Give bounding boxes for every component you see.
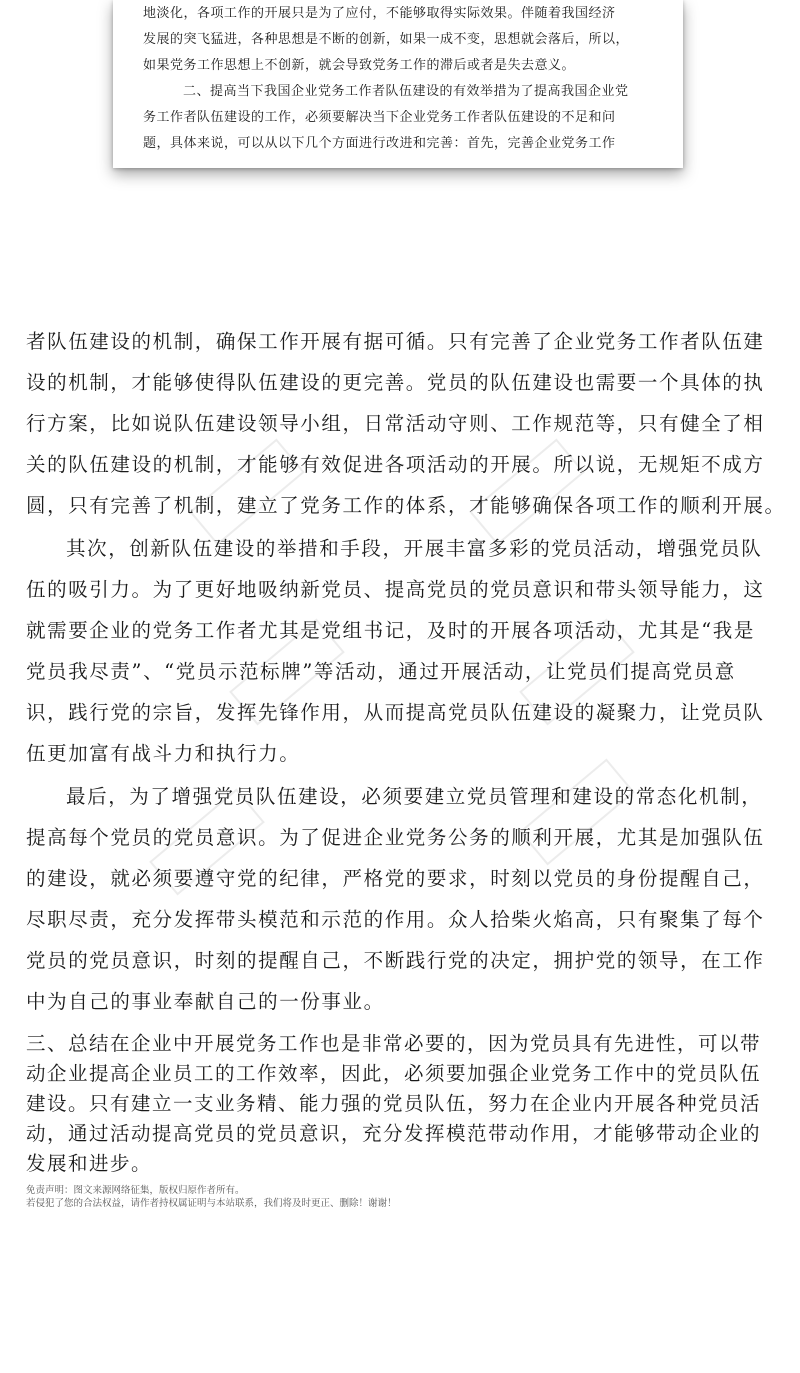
text-line: 最后，为了增强党员队伍建设，必须要建立党员管理和建设的常态化机制，: [66, 785, 763, 808]
disclaimer-line: 免责声明：图文来源网络征集，版权归原作者所有。: [26, 1185, 245, 1196]
text-line: 伍更加富有战斗力和执行力。: [26, 742, 301, 765]
text-line: 其次，创新队伍建设的举措和手段，开展丰富多彩的党员活动，增强党员队: [66, 537, 763, 560]
text-line: 党员的党员意识，时刻的提醒自己，不断践行党的决定，拥护党的领导，在工作: [26, 949, 765, 972]
card-text-line: 题，具体来说，可以从以下几个方面进行改进和完善：首先，完善企业党务工作: [143, 136, 616, 151]
text-line: 关的队伍建设的机制，才能够有效促进各项活动的开展。所以说，无规矩不成方: [26, 453, 765, 476]
text-line: 识，践行党的宗旨，发挥先锋作用，从而提高党员队伍建设的凝聚力，让党员队: [26, 701, 765, 724]
text-line: 中为自己的事业奉献自己的一份事业。: [26, 990, 385, 1013]
text-line: 伍的吸引力。为了更好地吸纳新党员、提高党员的党员意识和带头领导能力，这: [26, 578, 765, 601]
card-text-line: 如果党务工作思想上不创新，就会导致党务工作的滞后或者是失去意义。: [143, 58, 576, 73]
text-line: 动，通过活动提高党员的党员意识，充分发挥模范带动作用，才能够带动企业的: [26, 1122, 762, 1145]
paragraph-innovation: [26, 532, 776, 771]
text-line: 建设。只有建立一支业务精、能力强的党员队伍，努力在企业内开展各种党员活: [26, 1092, 762, 1115]
disclaimer-line: 若侵犯了您的合法权益，请作者持权属证明与本站联系，我们将及时更正、删除！谢谢！: [26, 1198, 397, 1209]
document-page-preview: [113, 0, 683, 168]
text-line: 行方案，比如说队伍建设领导小组，日常活动守则、工作规范等，只有健全了相: [26, 412, 765, 435]
text-line: 者队伍建设的机制，确保工作开展有据可循。只有完善了企业党务工作者队伍建: [26, 330, 765, 353]
text-line: 就需要企业的党务工作者尤其是党组书记，及时的开展各项活动，尤其是“我是: [26, 619, 755, 642]
disclaimer: [26, 1184, 397, 1210]
card-text-line: 地淡化，各项工作的开展只是为了应付，不能够取得实际效果。伴随着我国经济: [143, 6, 616, 21]
text-line: 发展和进步。: [26, 1152, 153, 1175]
text-line: 设的机制，才能够使得队伍建设的更完善。党员的队伍建设也需要一个具体的执: [26, 371, 765, 394]
card-text-line: 二、提高当下我国企业党务工作者队伍建设的有效举措为了提高我国企业党: [183, 84, 629, 99]
text-line: 动企业提高企业员工的工作效率，因此，必须要加强企业党务工作中的党员队伍: [26, 1062, 762, 1085]
card-text-line: 发展的突飞猛进，各种思想是不断的创新，如果一成不变，思想就会落后，所以，: [143, 32, 630, 47]
text-line: 三、总结在企业中开展党务工作也是非常必要的，因为党员具有先进性，可以带: [26, 1032, 762, 1055]
card-text-line: 务工作者队伍建设的工作，必须要解决当下企业党务工作者队伍建设的不足和问: [143, 110, 616, 125]
paragraph-normalization: [26, 780, 776, 1019]
paragraph-summary: [26, 1029, 776, 1178]
text-line: 圆，只有完善了机制，建立了党务工作的体系，才能够确保各项工作的顺利开展。: [26, 494, 786, 517]
paragraph-mechanism: [26, 325, 786, 523]
text-line: 提高每个党员的党员意识。为了促进企业党务公务的顺利开展，尤其是加强队伍: [26, 826, 765, 849]
text-line: 的建设，就必须要遵守党的纪律，严格党的要求，时刻以党员的身份提醒自己，: [26, 867, 765, 890]
text-line: 尽职尽责，充分发挥带头模范和示范的作用。众人拾柴火焰高，只有聚集了每个: [26, 908, 765, 931]
text-line: 党员我尽责”、“党员示范标牌”等活动，通过开展活动，让党员们提高党员意: [26, 660, 736, 683]
